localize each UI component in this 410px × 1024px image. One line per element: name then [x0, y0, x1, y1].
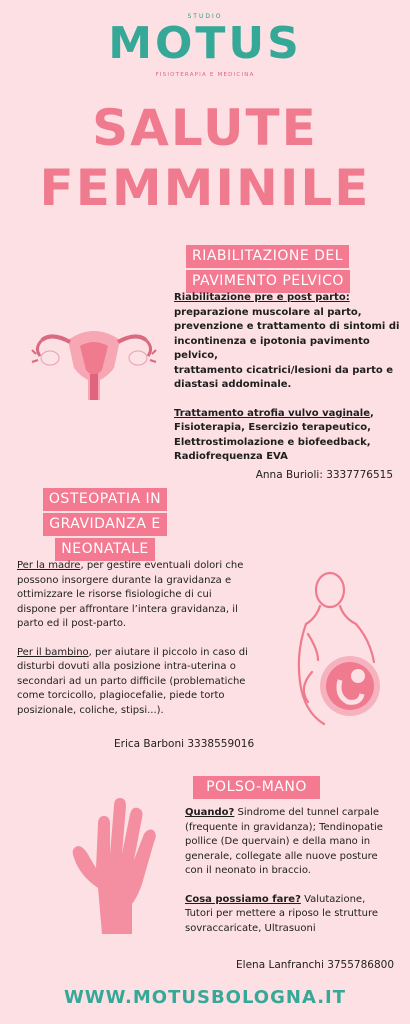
- section2-p1-first: , per gestire eventuali dolori che: [80, 560, 244, 571]
- section2-text: [17, 559, 257, 718]
- section1-p2-heading: Trattamento atrofia vulvo vaginale: [174, 407, 371, 419]
- logo-wordmark: MOTUS: [108, 18, 302, 69]
- section1-p1-line: preparazione muscolare al parto,: [174, 306, 362, 318]
- section2-heading-line2: GRAVIDANZA E: [43, 513, 166, 536]
- section1-text: [174, 291, 400, 465]
- section1-p1-line: incontinenza e ipotonia pavimento pelvico,: [174, 335, 370, 361]
- section2-p1-line: dispone per affrontare l’intera gravidanza, il: [17, 603, 238, 615]
- section1-p2-heading-tail: ,: [370, 407, 374, 419]
- section3-p2-line: sovraccaricate, Ultrasuoni: [185, 922, 316, 934]
- section1-contact: Anna Burioli: 3337776515: [255, 469, 393, 481]
- section2-p1-line: possono insorgere durante la gravidanza e: [17, 574, 232, 586]
- logo-studio-text: STUDIO: [187, 13, 223, 20]
- section1-p2-line: Fisioterapia, Esercizio terapeutico,: [174, 422, 371, 433]
- section3-contact: Elena Lanfranchi 3755786800: [236, 959, 394, 971]
- section2-p1-line: ottimizzare le risorse fisiologiche di cui: [17, 589, 212, 600]
- section1-heading: [186, 245, 350, 293]
- section3-p1-first: Sindrome del tunnel carpale: [234, 807, 380, 818]
- section3-p1-line: con il neonato in braccio.: [185, 865, 311, 876]
- section2-p2-line: disturbi dovuti alla posizione intra-uterina o: [17, 661, 236, 672]
- section3-text: [185, 806, 405, 936]
- section2-p2-heading: Per il bambino: [17, 646, 89, 658]
- section2-p2-line: secondari ad un parto difficile (problematiche: [17, 675, 246, 687]
- page-title-line1: SALUTE: [92, 99, 318, 157]
- page-title-line2: FEMMINILE: [39, 159, 371, 217]
- section2-p2-first: , per aiutare il piccolo in caso di: [88, 646, 248, 658]
- section3-p2-line: Tutori per mettere a riposo le strutture: [185, 908, 379, 919]
- section2-p1-line: parto ed il post-parto.: [17, 618, 127, 629]
- section2-heading-line1: OSTEOPATIA IN: [43, 488, 167, 511]
- logo-subtitle: FISIOTERAPIA E MEDICINA: [155, 72, 255, 78]
- section1-heading-line1: RIABILITAZIONE DEL: [186, 245, 349, 268]
- section1-p2-line: Elettrostimolazione e biofeedback,: [174, 436, 371, 448]
- section2-contact: Erica Barboni 3338559016: [114, 738, 255, 750]
- section3-heading: POLSO-MANO: [193, 776, 320, 799]
- pregnant-woman-icon: [278, 562, 396, 728]
- section2-p2-line: posizionale, coliche, stipsi...).: [17, 704, 164, 716]
- section2-heading-line3: NEONATALE: [55, 538, 155, 561]
- section1-p2-line: Radiofrequenza EVA: [174, 451, 288, 462]
- section2-heading: [38, 488, 172, 561]
- section3-p1-heading: Quando?: [185, 807, 235, 818]
- section2-p2-line: come torcicollo, plagiocefalie, piede torto: [17, 690, 225, 701]
- section1-p1-line: diastasi addominale.: [174, 379, 292, 390]
- section3-p1-line: pollice (De quervain) e della mano in: [185, 836, 371, 847]
- section1-heading-line2: PAVIMENTO PELVICO: [186, 270, 350, 293]
- uterus-icon: [28, 318, 160, 404]
- section1-p1-line: trattamento cicatrici/lesioni da parto e: [174, 364, 394, 376]
- section3-p2-first: Valutazione,: [300, 893, 366, 905]
- section1-p1-line: prevenzione e trattamento di sintomi di: [174, 321, 400, 332]
- section3-p1-line: generale, collegate alle nuove posture: [185, 850, 378, 862]
- section1-p1-heading: Riabilitazione pre e post parto:: [174, 292, 350, 303]
- section3-p2-heading: Cosa possiamo fare?: [185, 893, 301, 905]
- section3-p1-line: (frequente in gravidanza); Tendinopatie: [185, 821, 383, 833]
- hand-icon: [52, 784, 170, 944]
- website-link[interactable]: WWW.MOTUSBOLOGNA.IT: [63, 987, 347, 1008]
- section2-p1-heading: Per la madre: [17, 560, 81, 571]
